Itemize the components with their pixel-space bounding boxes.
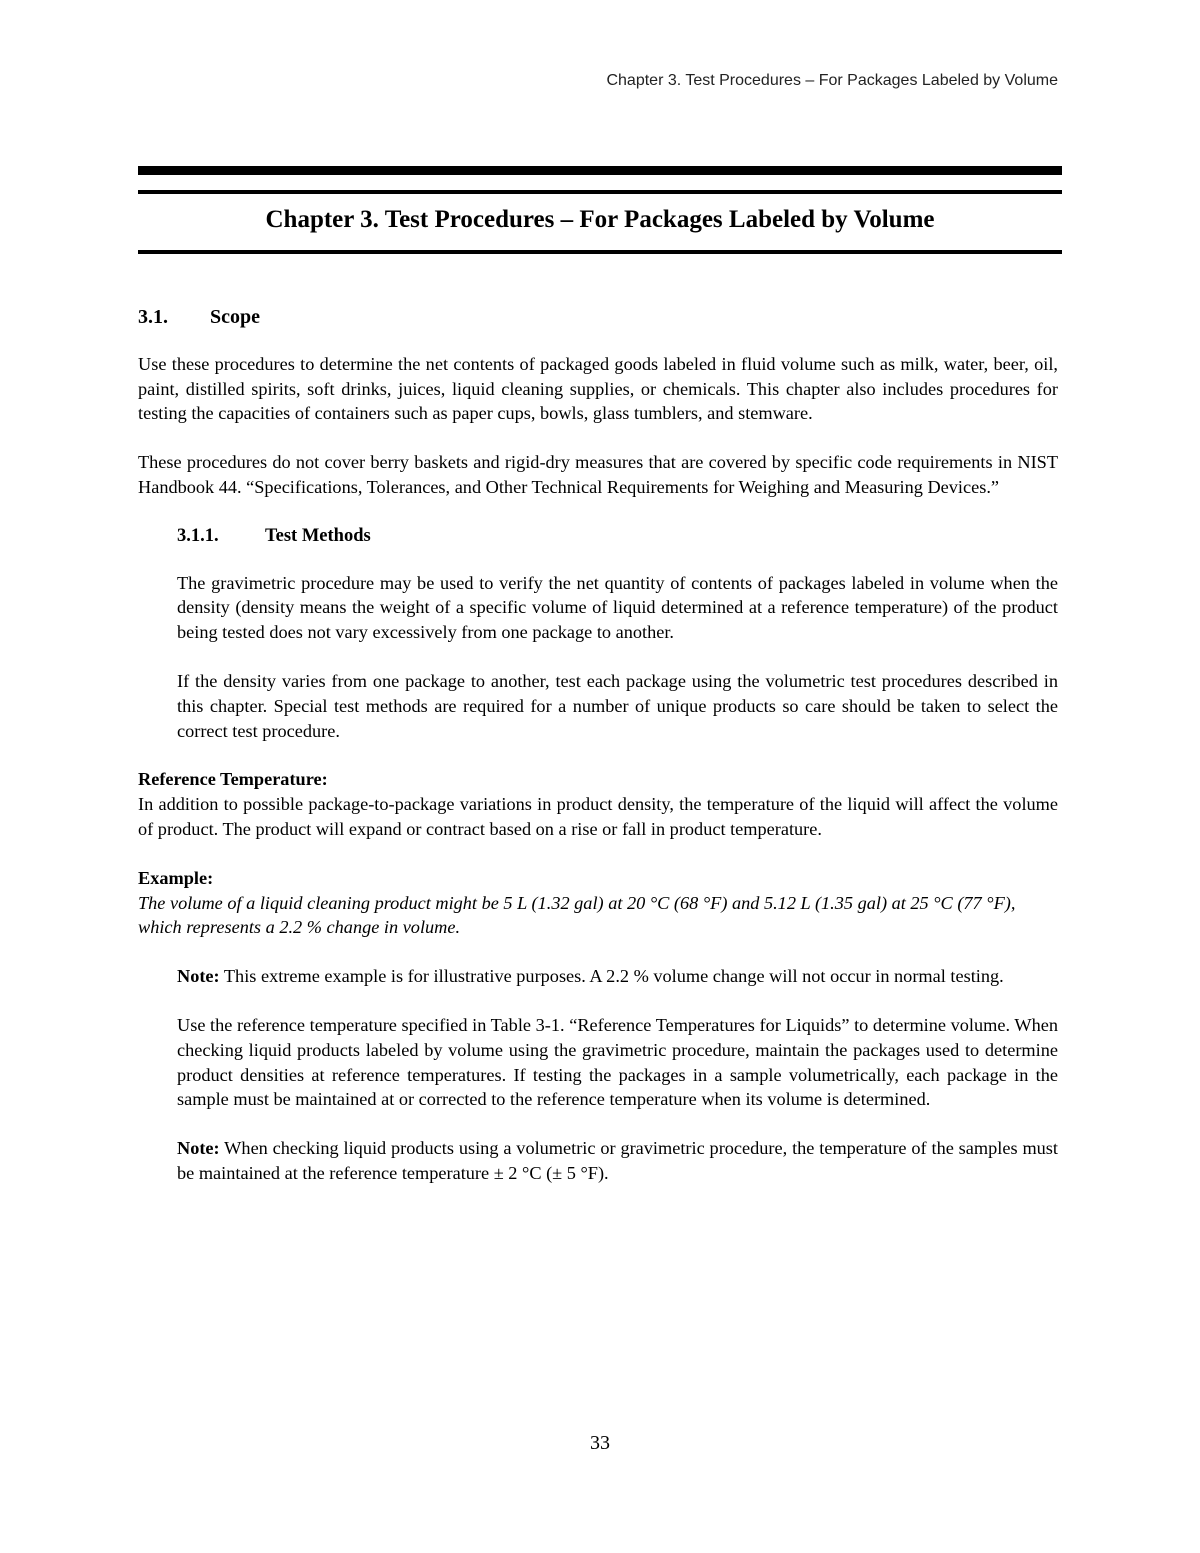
note-1 xyxy=(177,964,1058,989)
scope-paragraph-2: These procedures do not cover berry baskets and rigid-dry measures that are covered by specific code requirements in NIST Handbook 44. “Specifications, Tolerances, and Other Technical Requirements for Weighing and Measuring Devices.” xyxy=(138,452,1058,497)
note-2 xyxy=(177,1136,1058,1186)
scope-paragraph-1: Use these procedures to determine the net contents of packaged goods labeled in fluid volume such as milk, water, beer, oil, paint, distilled spirits, soft drinks, juices, liquid cleaning supplies, or chemicals. This chapter also includes procedures for testing the capacities of containers such as paper cups, bowls, glass tumblers, and stemware. xyxy=(138,353,1058,424)
test-methods-paragraph-1: The gravimetric procedure may be used to verify the net quantity of contents of packages labeled in volume when the density (density means the weight of a specific volume of liquid determined at a reference temperature) of the product being tested does not vary excessively from one package to another. xyxy=(177,572,1058,643)
reference-temperature-heading: Reference Temperature: xyxy=(138,769,328,790)
chapter-title: Chapter 3. Test Procedures – For Packages Labeled by Volume xyxy=(265,206,935,233)
heading-rule-bottom xyxy=(138,250,1062,254)
page-number: 33 xyxy=(590,1432,610,1454)
test-methods-paragraph-2: If the density varies from one package to another, test each package using the volumetric test procedures described in this chapter. Special test methods are required for a number of unique products so care should be taken to select the correct test procedure. xyxy=(177,670,1058,741)
note-text: When checking liquid products using a volumetric or gravimetric procedure, the temperature of the samples must be maintained at the reference temperature ± 2 °C (± 5 °F). xyxy=(177,1138,1058,1183)
section-heading-3-1 xyxy=(138,305,1058,330)
example-text: The volume of a liquid cleaning product might be 5 L (1.32 gal) at 20 °C (68 °F) and 5.12 L (1.35 gal) at 25 °C (77 °F), which represents a 2.2 % change in volume. xyxy=(138,892,1016,938)
page-body xyxy=(138,305,1058,1210)
note-text: This extreme example is for illustrative purposes. A 2.2 % volume change will not occur in normal testing. xyxy=(219,966,1004,987)
subsection-number: 3.1.1. xyxy=(177,525,219,546)
heading-rule-top xyxy=(138,190,1062,194)
section-title: Scope xyxy=(210,306,260,328)
example-block xyxy=(138,866,1058,940)
reference-paragraph: Use the reference temperature specified in Table 3-1. “Reference Temperatures for Liquids” to determine volume. When checking liquid products labeled by volume using the gravimetric procedure, maintain the packages used to determine product densities at reference temperatures. If testing the packages in a sample volumetrically, each package in the sample must be maintained at or corrected to the reference temperature when its volume is determined. xyxy=(177,1014,1058,1110)
note-label: Note: xyxy=(177,1138,220,1159)
reference-temperature-block xyxy=(138,767,1058,841)
running-header: Chapter 3. Test Procedures – For Packages Labeled by Volume xyxy=(606,72,1058,89)
section-number: 3.1. xyxy=(138,306,168,328)
subsection-title: Test Methods xyxy=(265,525,371,546)
note-label: Note: xyxy=(177,966,220,987)
reference-temperature-text: In addition to possible package-to-package variations in product density, the temperature of the liquid will affect the volume of product. The product will expand or contract based on a rise or fall in product temperature. xyxy=(138,794,1058,839)
heading-rule-thick xyxy=(138,166,1062,175)
section-heading-3-1-1 xyxy=(177,524,1058,549)
example-heading: Example: xyxy=(138,867,214,888)
